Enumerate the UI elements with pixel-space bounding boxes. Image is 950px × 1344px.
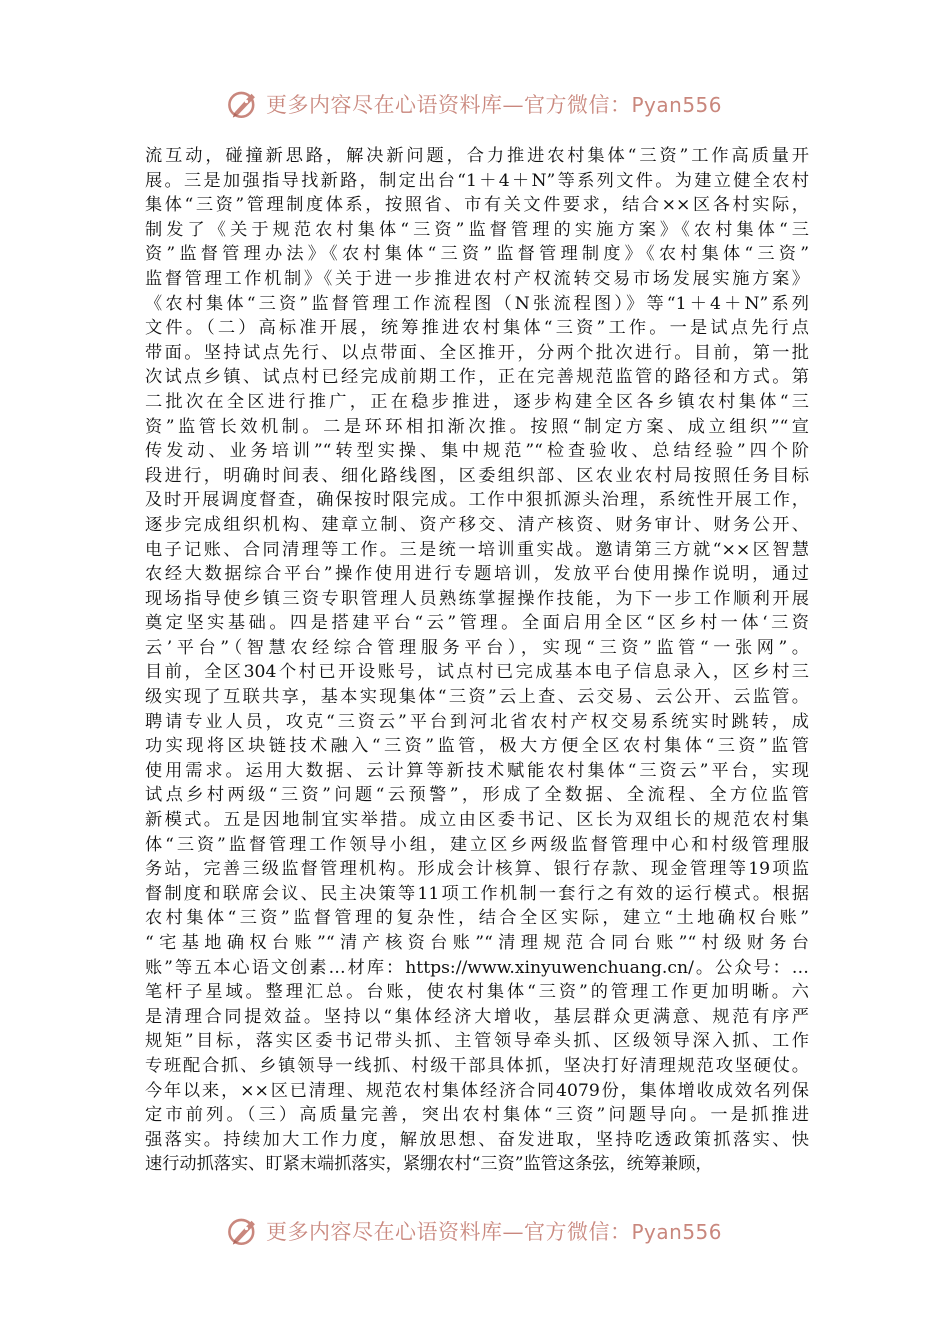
- body-text-line: 笔杆子星域。整理汇总。台账，使农村集体“三资”的管理工作更加明晰。六: [145, 982, 809, 1003]
- body-text-line: 段进行，明确时间表、细化路线图，区委组织部、区农业农村局按照任务目标: [145, 465, 809, 486]
- body-text-line: 定市前列。（三）高质量完善，突出农村集体“三资”问题导向。一是抓推进: [145, 1105, 809, 1126]
- footer-banner-text: [266, 1216, 722, 1246]
- body-text-line: 《农村集体“三资”监督管理工作流程图（N张流程图）》等“1＋4＋N”系列: [145, 293, 809, 314]
- body-text-line: 流互动，碰撞新思路，解决新问题，合力推进农村集体“三资”工作高质量开: [145, 146, 809, 166]
- body-text-line: 电子记账、合同清理等工作。三是统一培训重实战。邀请第三方就“××区智慧: [145, 539, 809, 560]
- body-text-line: 云’平台”（智慧农经综合管理服务平台），实现“三资”监管“一张网”。: [145, 637, 809, 658]
- body-text-line: 集体“三资”管理制度体系，按照省、市有关文件要求，结合××区各村实际，: [145, 195, 809, 216]
- body-text-line: 是清理合同提效益。坚持以“集体经济大增收，基层群众更满意、规范有序严: [145, 1006, 809, 1027]
- body-text-line: 级实现了互联共享，基本实现集体“三资”云上查、云交易、云公开、云监管。: [145, 687, 809, 708]
- header-wechat-id: Pyan556: [631, 93, 723, 117]
- body-text-line: 农经大数据综合平台”操作使用进行专题培训，发放平台使用操作说明，通过: [145, 564, 809, 585]
- body-text-line: 传发动、业务培训”“转型实操、集中规范”“检查验收、总结经验”四个阶: [145, 441, 809, 462]
- body-text-line: 次试点乡镇、试点村已经完成前期工作，正在完善规范监管的路径和方式。第: [145, 367, 809, 388]
- body-text-line: 及时开展调度督查，确保按时限完成。工作中狠抓源头治理，系统性开展工作，: [145, 490, 809, 511]
- body-text-line: 使用需求。运用大数据、云计算等新技术赋能农村集体“三资云”平台，实现: [145, 760, 809, 781]
- body-text-line: 逐步完成组织机构、建章立制、资产移交、清产核资、财务审计、财务公开、: [145, 514, 809, 535]
- body-text-line: 强落实。持续加大工作力度，解放思想、奋发进取，坚持吃透政策抓落实、快: [145, 1129, 809, 1150]
- pen-nib-logo-icon: [226, 1214, 260, 1248]
- body-text-line: 二批次在全区进行推广，正在稳步推进，逐步构建全区各乡镇农村集体“三: [145, 391, 809, 412]
- header-banner-content: [226, 84, 722, 124]
- body-text-line: 农村集体“三资”监督管理的复杂性，结合全区实际，建立“土地确权台账”: [145, 908, 809, 929]
- body-text-line: 账”等五本心语文创素…材库：https://www.xinyuwenchuang.cn/。公众号：…: [145, 957, 809, 978]
- body-text-line: “宅基地确权台账”“清产核资台账”“清理规范合同台账”“村级财务台: [145, 933, 809, 953]
- footer-banner-content: [226, 1211, 722, 1251]
- body-text-line: 监督管理工作机制》《关于进一步推进农村产权流转交易市场发展实施方案》: [145, 268, 809, 289]
- body-text-line: 今年以来，××区已清理、规范农村集体经济合同4079份，集体增收成效名列保: [145, 1080, 809, 1101]
- body-text-line: 资”监督管理办法》《农村集体“三资”监督管理制度》《农村集体“三资”: [145, 244, 809, 265]
- body-text-line: 新模式。五是因地制宜实举措。成立由区委书记、区长为双组长的规范农村集: [145, 810, 809, 831]
- body-text-line: 试点乡村两级“三资”问题“云预警”，形成了全数据、全流程、全方位监管: [145, 785, 809, 806]
- body-text-line: 规矩”目标，落实区委书记带头抓、主管领导牵头抓、区级领导深入抓、工作: [145, 1031, 809, 1052]
- body-text-line: 资”监管长效机制。二是环环相扣渐次推。按照“制定方案、成立组织”“宣: [145, 416, 809, 437]
- body-text-line: 务站，完善三级监督管理机构。形成会计核算、银行存款、现金管理等19项监: [145, 859, 809, 880]
- body-text-line: 督制度和联席会议、民主决策等11项工作机制一套行之有效的运行模式。根据: [145, 883, 809, 904]
- body-text-line: 目前，全区304个村已开设账号，试点村已完成基本电子信息录入，区乡村三: [145, 662, 809, 683]
- document-body: [145, 144, 809, 1177]
- footer-wechat-id: Pyan556: [631, 1220, 723, 1244]
- body-text-line: 聘请专业人员，攻克“三资云”平台到河北省农村产权交易系统实时跳转，成: [145, 711, 809, 732]
- body-text-line: 文件。（二）高标准开展，统筹推进农村集体“三资”工作。一是试点先行点: [145, 318, 809, 339]
- body-text-line: 体“三资”监督管理工作领导小组，建立区乡两级监督管理中心和村级管理服: [145, 834, 809, 855]
- body-text-line: 奠定坚实基础。四是搭建平台“云”管理。全面启用全区“区乡村一体‘三资: [145, 613, 809, 634]
- body-text-line: 制发了《关于规范农村集体“三资”监督管理的实施方案》《农村集体“三: [145, 219, 809, 240]
- body-text-line: 专班配合抓、乡镇领导一线抓、村级干部具体抓，坚决打好清理规范攻坚硬仗。: [145, 1055, 809, 1076]
- body-text-line: 展。三是加强指导找新路，制定出台“1＋4＋N”等系列文件。为建立健全农村: [145, 170, 809, 191]
- body-text-line: 功实现将区块链技术融入“三资”监管，极大方便全区农村集体“三资”监管: [145, 736, 809, 757]
- footer-banner-label: 更多内容尽在心语资料库—官方微信：: [266, 1220, 632, 1244]
- body-text-line: 带面。坚持试点先行、以点带面、全区推开，分两个批次进行。目前，第一批: [145, 342, 809, 363]
- pen-nib-logo-icon: [226, 87, 260, 121]
- footer-banner: [0, 1211, 950, 1251]
- body-text-line: 速行动抓落实、盯紧末端抓落实，紧绷农村“三资”监管这条弦，统筹兼顾，: [145, 1154, 713, 1175]
- header-banner-label: 更多内容尽在心语资料库—官方微信：: [266, 93, 632, 117]
- body-text-line: 现场指导使乡镇三资专职管理人员熟练掌握操作技能，为下一步工作顺利开展: [145, 588, 809, 609]
- header-banner: [0, 84, 950, 124]
- header-banner-text: [266, 89, 722, 119]
